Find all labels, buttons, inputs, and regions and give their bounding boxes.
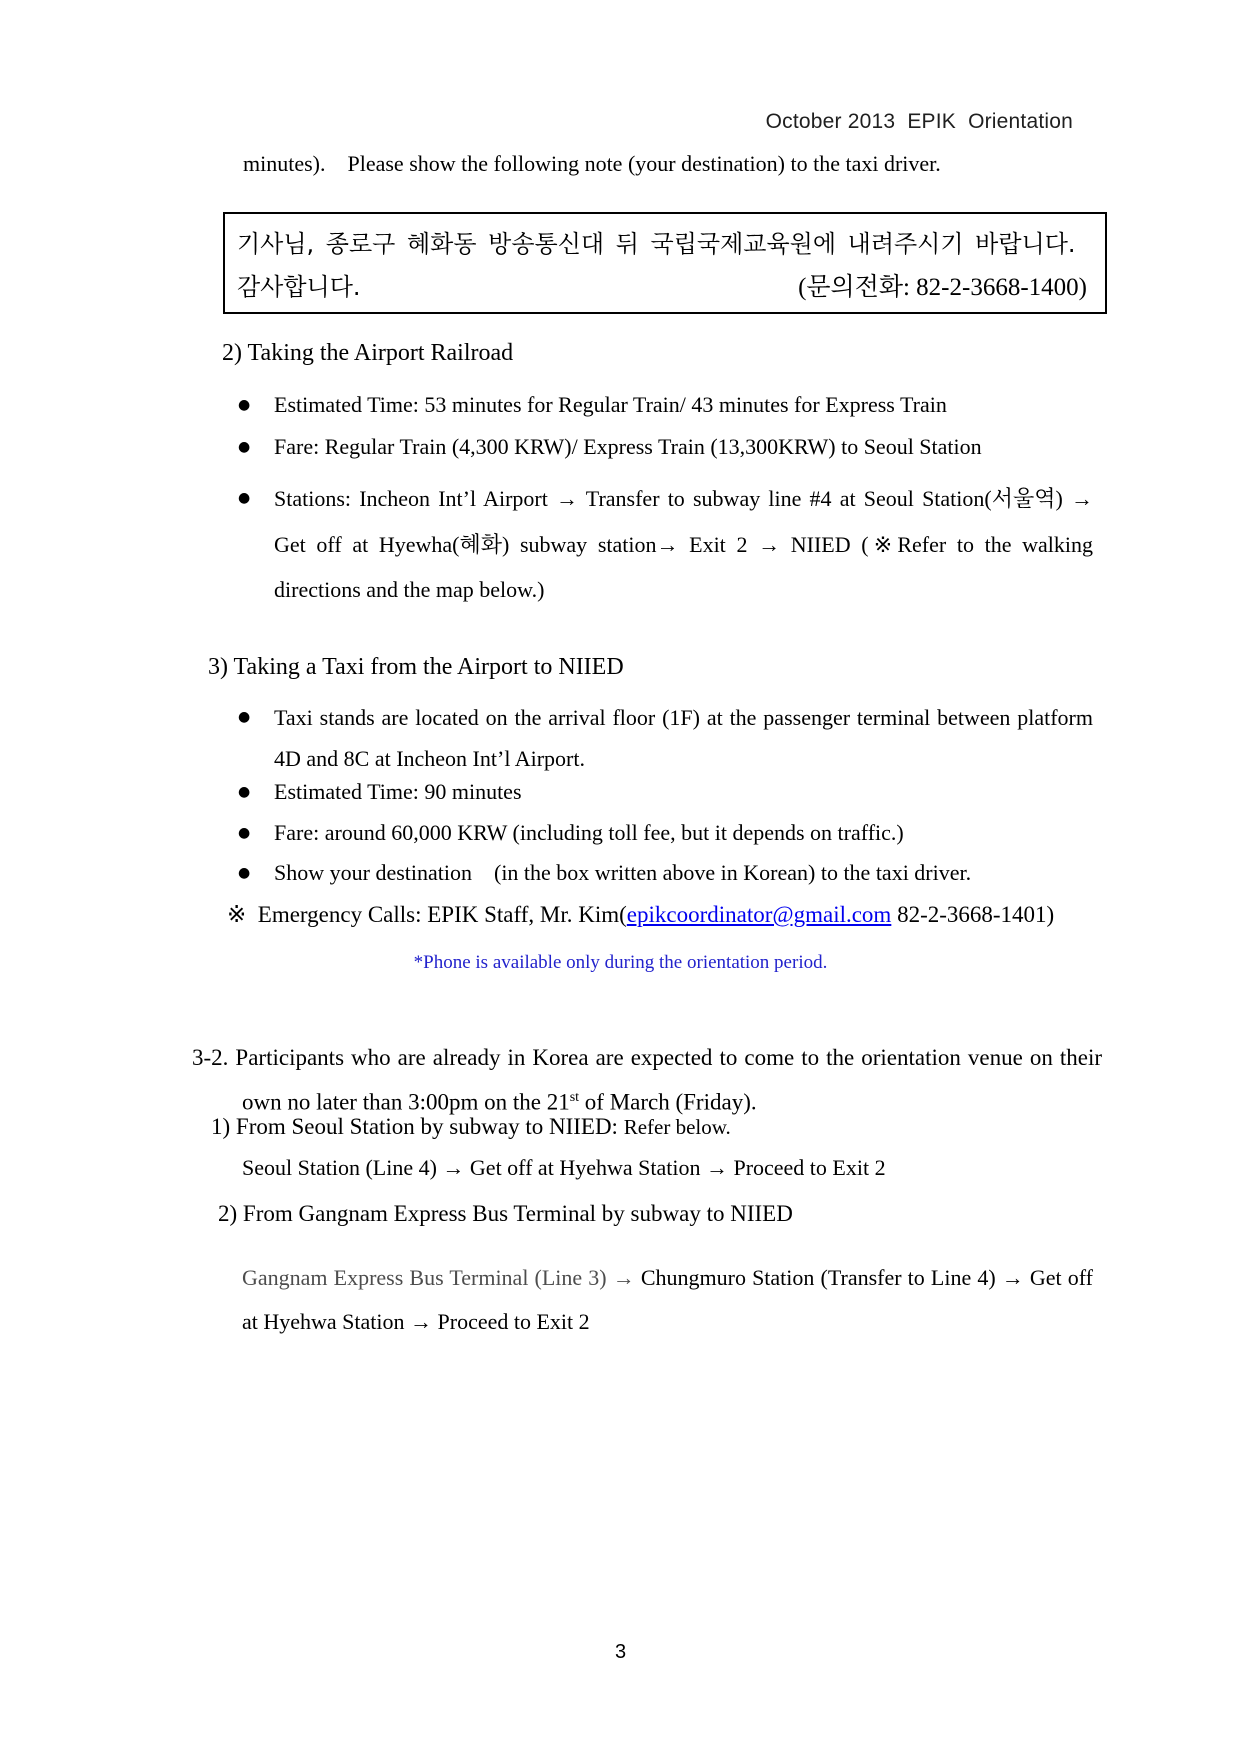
bullet-icon: ● bbox=[238, 490, 251, 506]
route-gangnam-gray-segment: Gangnam Express Bus Terminal (Line 3) → bbox=[242, 1265, 641, 1290]
route-seoul-station: Seoul Station (Line 4) → Get off at Hyehwa Station → Proceed to Exit 2 bbox=[242, 1155, 886, 1180]
bullet-icon: ● bbox=[238, 397, 251, 413]
bullet-text: Fare: Regular Train (4,300 KRW)/ Express Train (13,300KRW) to Seoul Station bbox=[274, 434, 982, 459]
bullet-fare-rail bbox=[238, 434, 1093, 460]
page-number: 3 bbox=[614, 1641, 627, 1663]
korean-note-box bbox=[223, 212, 1107, 314]
section-3-heading: 3) Taking a Taxi from the Airport to NIIED bbox=[208, 654, 624, 680]
bullet-estimated-time-rail bbox=[238, 392, 1093, 418]
bullet-show-destination bbox=[238, 860, 1093, 886]
item-1-heading-text: 1) From Seoul Station by subway to NIIED: bbox=[211, 1114, 624, 1139]
bullet-icon: ● bbox=[238, 784, 251, 800]
bullet-estimated-time-taxi bbox=[238, 779, 1093, 805]
bullet-text: Estimated Time: 90 minutes bbox=[274, 779, 522, 804]
bullet-text: Fare: around 60,000 KRW (including toll fee, but it depends on traffic.) bbox=[274, 820, 904, 845]
bullet-fare-taxi bbox=[238, 820, 1093, 846]
paragraph-text-end: of March (Friday). bbox=[579, 1089, 757, 1115]
bullet-text: Show your destination (in the box written above in Korean) to the taxi driver. bbox=[274, 860, 972, 885]
page-header: October 2013 EPIK Orientation bbox=[765, 110, 1073, 133]
item-1-heading bbox=[211, 1114, 731, 1140]
bullet-icon: ● bbox=[238, 825, 251, 841]
bullet-text: Taxi stands are located on the arrival floor (1F) at the passenger terminal between platform 4D and 8C at Incheon Int’l Airport. bbox=[274, 705, 1093, 771]
superscript-st: st bbox=[569, 1090, 580, 1105]
emergency-prefix: ※ Emergency Calls: EPIK Staff, Mr. Kim( bbox=[227, 902, 627, 927]
bullet-icon: ● bbox=[238, 709, 251, 725]
bullet-stations-rail bbox=[238, 476, 1093, 613]
route-gangnam bbox=[242, 1256, 1093, 1344]
bullet-icon: ● bbox=[238, 865, 251, 881]
refer-below-note: Refer below. bbox=[623, 1115, 731, 1139]
bullet-text: Stations: Incheon Int’l Airport → Transfer to subway line #4 at Seoul Station(서울역) → Get off at Hyewha(혜화) subway station→ Exit 2 → NIIED (※Refer to the walking directions and the map below.) bbox=[274, 486, 1093, 602]
note-thanks-text: 감사합니다. bbox=[237, 272, 361, 301]
note-second-line bbox=[237, 267, 1087, 303]
route-gangnam-rest: Chungmuro Station (Transfer to Line 4) → Get off at Hyehwa Station → Proceed to Exit 2 bbox=[242, 1265, 1093, 1334]
section-2-heading: 2) Taking the Airport Railroad bbox=[222, 340, 514, 366]
taxi-note-intro: minutes). Please show the following note (your destination) to the taxi driver. bbox=[243, 151, 941, 176]
phone-availability-note: *Phone is available only during the orientation period. bbox=[413, 952, 828, 973]
paragraph-text: 3-2. Participants who are already in Korea are expected to come to the orientation venue on their own no later than 3:00pm on the 21 bbox=[192, 1045, 1102, 1115]
bullet-taxi-stands bbox=[238, 697, 1093, 779]
note-destination-text: 기사님, 종로구 혜화동 방송통신대 뒤 국립국제교육원에 내려주시기 바랍니다. bbox=[237, 229, 1076, 258]
note-phone-number: (문의전화: 82-2-3668-1400) bbox=[798, 273, 1087, 301]
email-link[interactable]: epikcoordinator@gmail.com bbox=[626, 902, 892, 927]
emergency-suffix: 82-2-3668-1401) bbox=[891, 902, 1055, 927]
bullet-text: Estimated Time: 53 minutes for Regular Train/ 43 minutes for Express Train bbox=[274, 392, 947, 417]
bullet-icon: ● bbox=[238, 439, 251, 455]
section-3-2-paragraph bbox=[192, 1038, 1102, 1123]
item-2-heading: 2) From Gangnam Express Bus Terminal by subway to NIIED bbox=[218, 1201, 793, 1226]
emergency-calls-line bbox=[227, 902, 1054, 928]
